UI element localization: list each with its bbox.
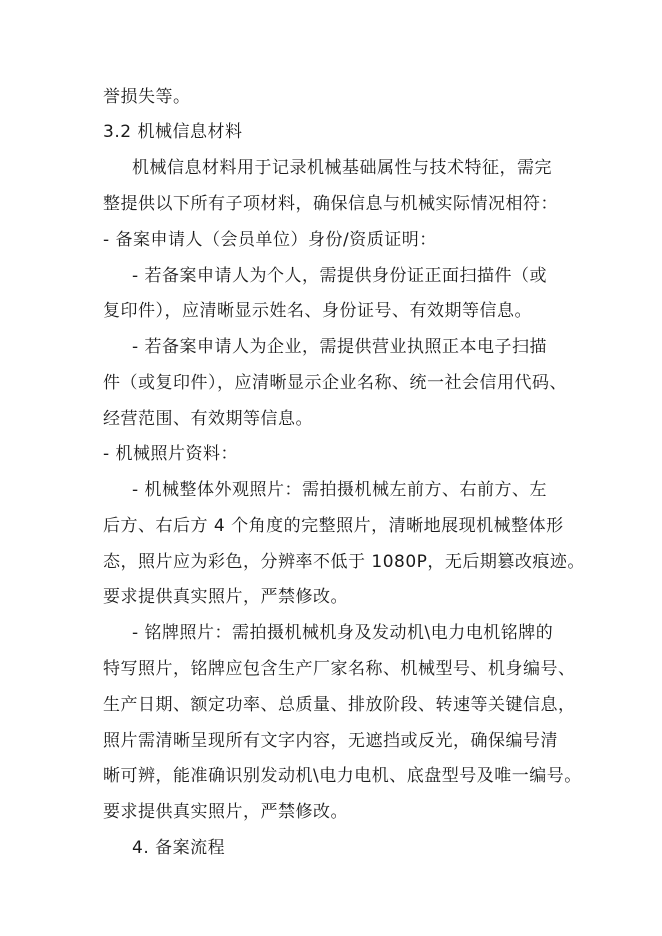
text-line: 誉损失等。 — [103, 87, 191, 107]
sub-list-item: - 若备案申请人为个人，需提供身份证正面扫描件（或 — [132, 266, 548, 286]
text-line: 晰可辨，能准确识别发动机\电力电机、底盘型号及唯一编号。 — [103, 766, 582, 786]
text-line: 整提供以下所有子项材料，确保信息与机械实际情况相符： — [103, 194, 558, 214]
text-line: 经营范围、有效期等信息。 — [103, 409, 313, 429]
sub-list-item: - 机械整体外观照片：需拍摄机械左前方、右前方、左 — [132, 480, 548, 500]
sub-list-item: - 若备案申请人为企业，需提供营业执照正本电子扫描 — [132, 337, 548, 357]
text-line: 机械信息材料用于记录机械基础属性与技术特征，需完 — [132, 158, 552, 178]
text-line: 复印件），应清晰显示姓名、身份证号、有效期等信息。 — [103, 301, 532, 321]
text-line: 件（或复印件），应清晰显示企业名称、统一社会信用代码、 — [103, 373, 567, 393]
section-heading: 3.2 机械信息材料 — [103, 122, 243, 142]
text-line: 后方、右后方 4 个角度的完整照片，清晰地展现机械整体形 — [103, 516, 564, 536]
section-heading: 4. 备案流程 — [132, 838, 226, 858]
text-line: 照片需清晰呈现所有文字内容，无遮挡或反光，确保编号清 — [103, 731, 558, 751]
text-line: 特写照片，铭牌应包含生产厂家名称、机械型号、机身编号、 — [103, 659, 576, 679]
text-line: 态，照片应为彩色，分辨率不低于 1080P，无后期篡改痕迹。 — [103, 552, 585, 572]
sub-list-item: - 铭牌照片：需拍摄机械机身及发动机\电力电机铭牌的 — [132, 623, 554, 643]
list-item: - 备案申请人（会员单位）身份/资质证明： — [103, 230, 437, 250]
text-line: 要求提供真实照片，严禁修改。 — [103, 802, 348, 822]
text-line: 要求提供真实照片，严禁修改。 — [103, 587, 348, 607]
list-item: - 机械照片资料： — [103, 444, 239, 464]
text-line: 生产日期、额定功率、总质量、排放阶段、转速等关键信息， — [103, 695, 576, 715]
